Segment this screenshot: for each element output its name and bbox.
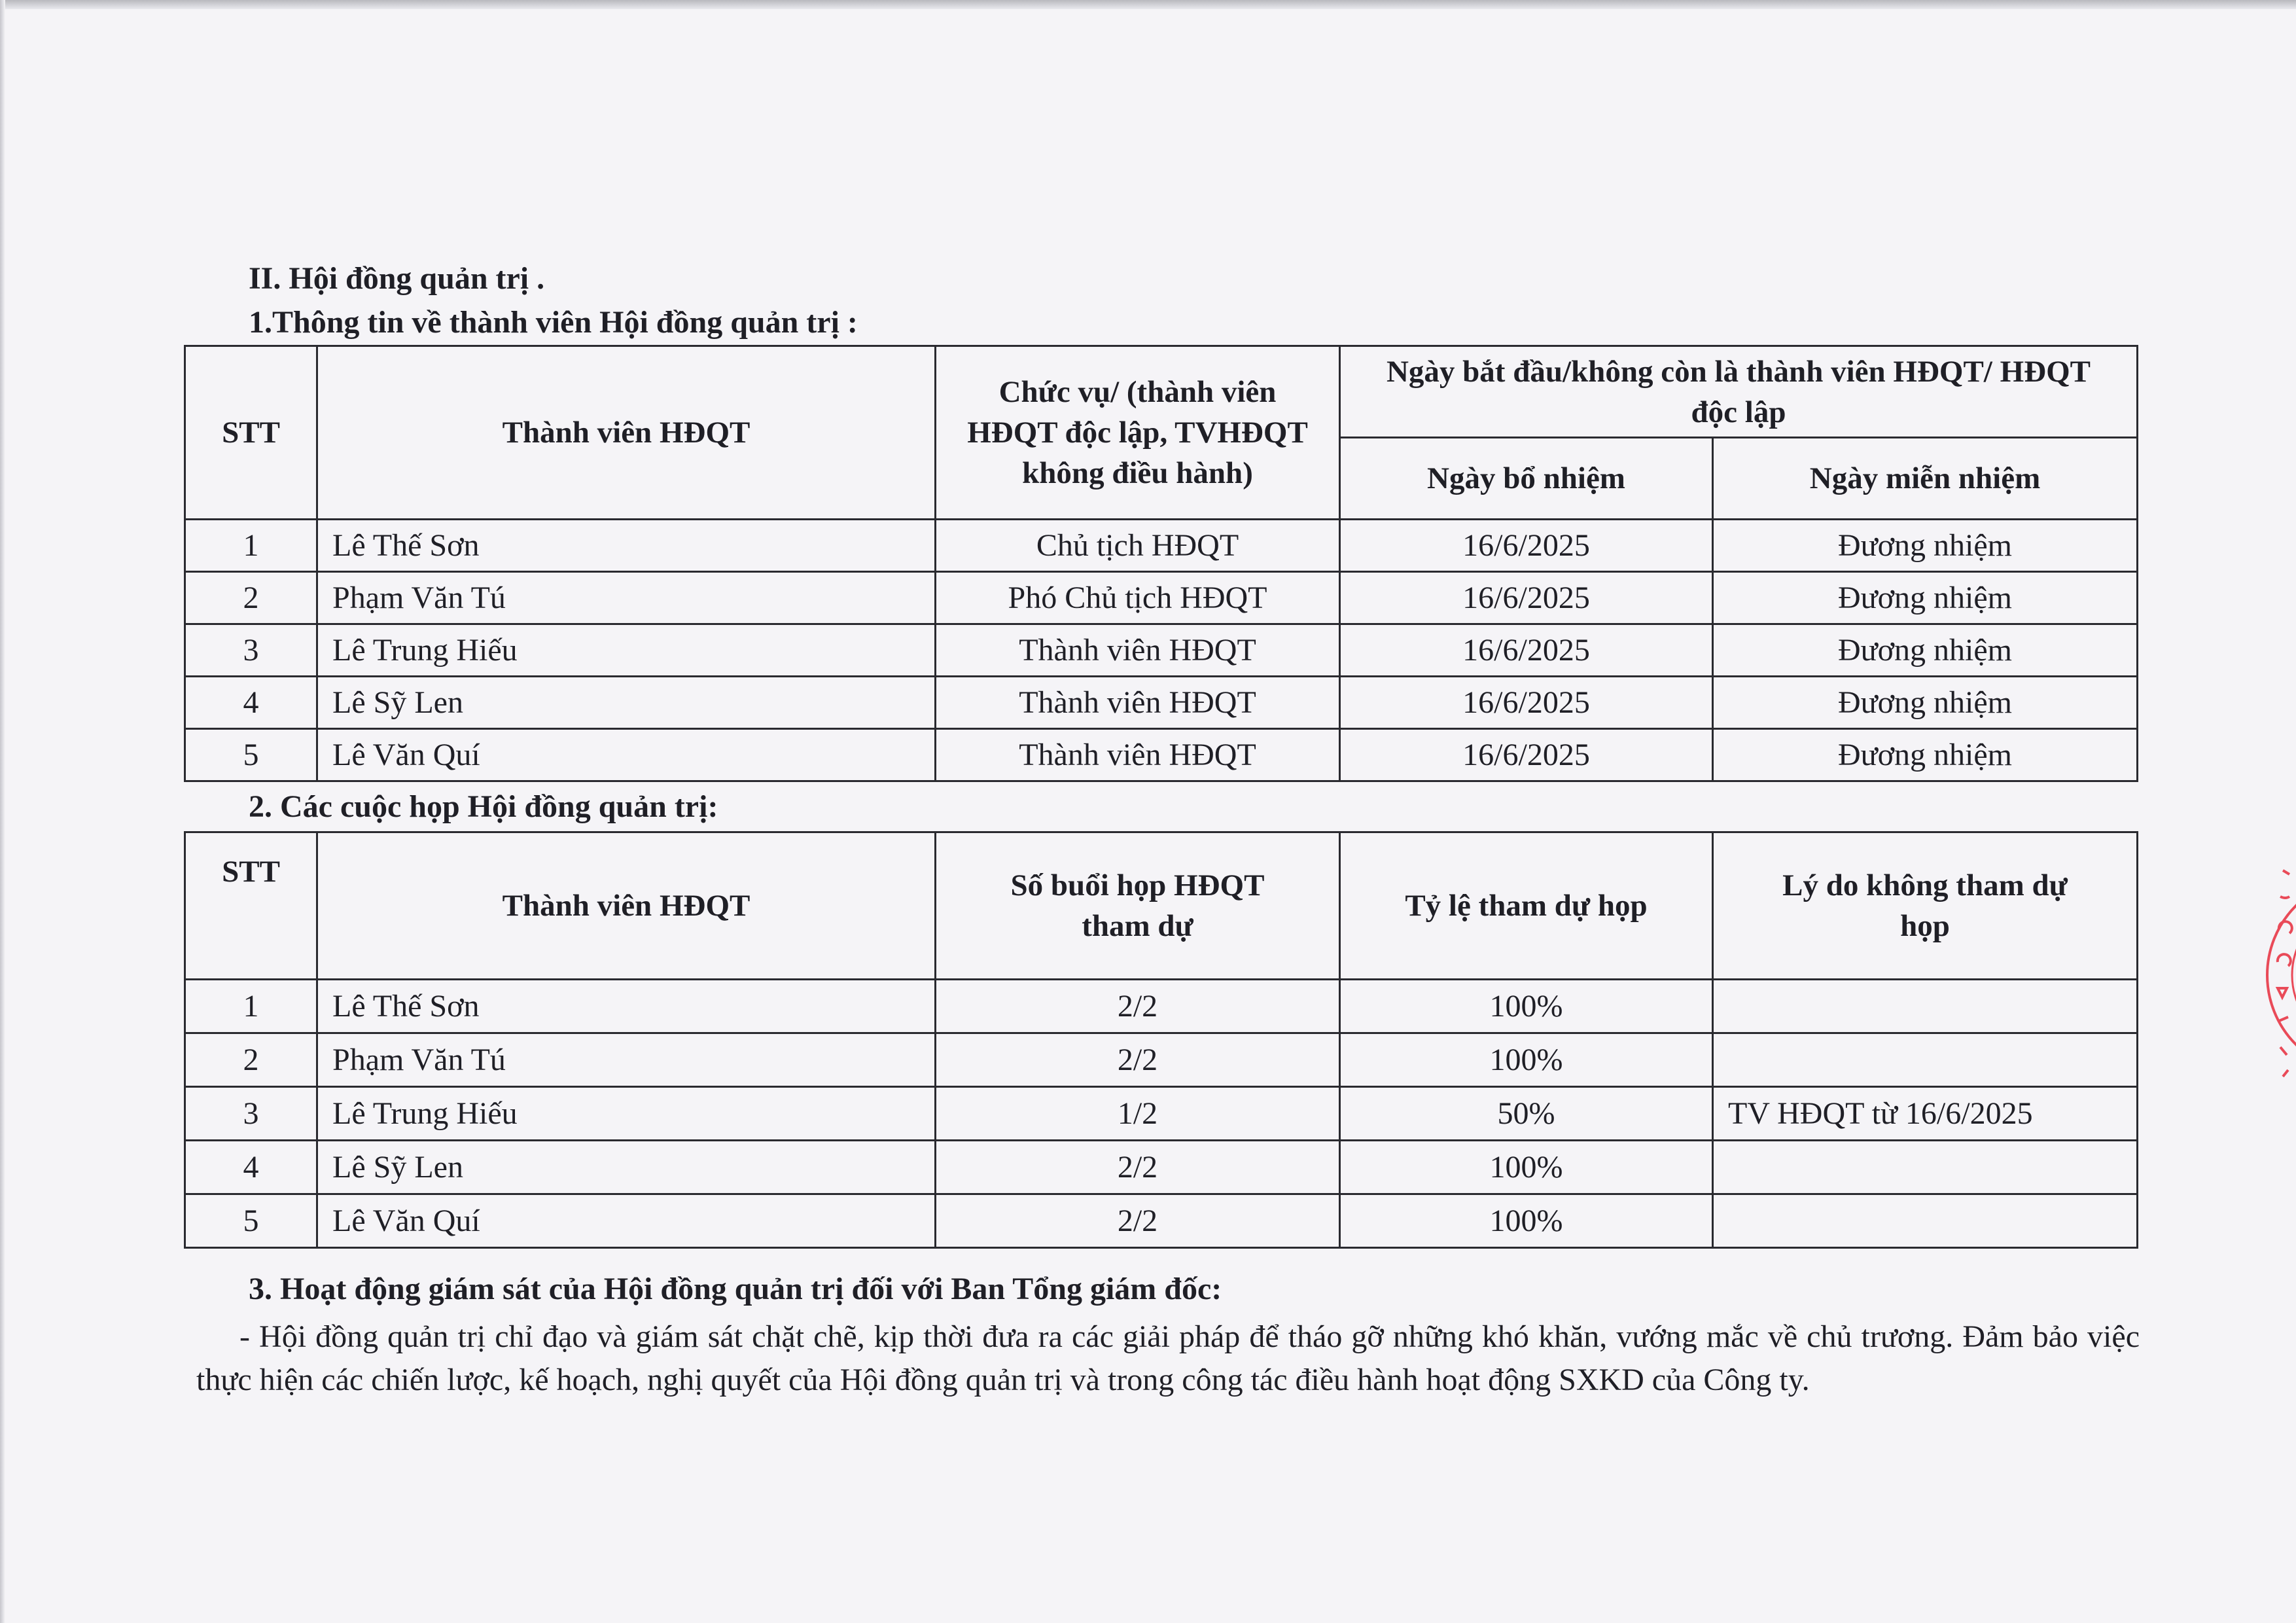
cell-dismissed: Đương nhiệm: [1713, 624, 2138, 677]
supervision-section-title: 3. Hoạt động giám sát của Hội đồng quản trị đối với Ban Tổng giám đốc:: [249, 1272, 1222, 1306]
cell-stt: 1: [185, 980, 317, 1033]
cell-rate: 100%: [1340, 1141, 1713, 1194]
cell-rate: 50%: [1340, 1087, 1713, 1141]
cell-stt: 5: [185, 729, 317, 781]
cell-name: Lê Sỹ Len: [317, 1141, 936, 1194]
header-date-group: Ngày bắt đầu/không còn là thành viên HĐQT/ HĐQT độc lập: [1340, 346, 2138, 438]
cell-name: Lê Trung Hiếu: [317, 624, 936, 677]
table-row: [185, 624, 2138, 677]
cell-appointed: 16/6/2025: [1340, 520, 1713, 572]
header-attendance-rate: Tỷ lệ tham dự họp: [1340, 832, 1713, 980]
table-row: [185, 1194, 2138, 1248]
cell-stt: 5: [185, 1194, 317, 1248]
cell-position: Thành viên HĐQT: [936, 624, 1340, 677]
table-row: [185, 729, 2138, 781]
cell-position: Chủ tịch HĐQT: [936, 520, 1340, 572]
cell-reason: [1713, 980, 2138, 1033]
table-row: [185, 1033, 2138, 1087]
company-seal-icon: [2254, 851, 2296, 1099]
cell-dismissed: Đương nhiệm: [1713, 520, 2138, 572]
header-member: Thành viên HĐQT: [317, 346, 936, 520]
cell-stt: 3: [185, 624, 317, 677]
cell-dismissed: Đương nhiệm: [1713, 729, 2138, 781]
cell-sessions: 2/2: [936, 1033, 1340, 1087]
cell-reason: [1713, 1194, 2138, 1248]
cell-dismissed: Đương nhiệm: [1713, 677, 2138, 729]
cell-sessions: 2/2: [936, 1141, 1340, 1194]
header-reason: Lý do không tham dự họp: [1713, 832, 2138, 980]
cell-appointed: 16/6/2025: [1340, 677, 1713, 729]
cell-stt: 3: [185, 1087, 317, 1141]
header-appointed: Ngày bổ nhiệm: [1340, 438, 1713, 520]
header-member: Thành viên HĐQT: [317, 832, 936, 980]
header-sessions: Số buổi họp HĐQT tham dự: [936, 832, 1340, 980]
cell-reason: [1713, 1033, 2138, 1087]
header-stt: STT: [185, 346, 317, 520]
meetings-table: [184, 831, 2138, 1249]
cell-stt: 4: [185, 1141, 317, 1194]
table-row: [185, 520, 2138, 572]
cell-position: Thành viên HĐQT: [936, 677, 1340, 729]
cell-name: Lê Thế Sơn: [317, 520, 936, 572]
cell-position: Thành viên HĐQT: [936, 729, 1340, 781]
cell-name: Lê Văn Quí: [317, 1194, 936, 1248]
supervision-paragraph: [196, 1315, 2140, 1402]
table-row: [185, 572, 2138, 624]
cell-name: Lê Văn Quí: [317, 729, 936, 781]
table-row: [185, 1141, 2138, 1194]
cell-appointed: 16/6/2025: [1340, 729, 1713, 781]
table-row: [185, 1087, 2138, 1141]
cell-dismissed: Đương nhiệm: [1713, 572, 2138, 624]
header-dismissed: Ngày miễn nhiệm: [1713, 438, 2138, 520]
supervision-paragraph-text: - Hội đồng quản trị chỉ đạo và giám sát chặt chẽ, kịp thời đưa ra các giải pháp để tháo gỡ những khó khăn, vướng mắc về chủ trương. Đảm bảo việc thực hiện các chiến lược, kế hoạch, nghị quyết của Hội đồng quản trị và trong công tác điều hành hoạt động SXKD của Công ty.: [196, 1319, 2140, 1397]
cell-appointed: 16/6/2025: [1340, 624, 1713, 677]
table-row: [185, 980, 2138, 1033]
cell-position: Phó Chủ tịch HĐQT: [936, 572, 1340, 624]
header-stt: STT: [185, 832, 317, 980]
cell-name: Phạm Văn Tú: [317, 572, 936, 624]
cell-appointed: 16/6/2025: [1340, 572, 1713, 624]
cell-rate: 100%: [1340, 1033, 1713, 1087]
cell-reason: TV HĐQT từ 16/6/2025: [1713, 1087, 2138, 1141]
cell-sessions: 2/2: [936, 1194, 1340, 1248]
cell-stt: 4: [185, 677, 317, 729]
cell-name: Lê Thế Sơn: [317, 980, 936, 1033]
cell-name: Phạm Văn Tú: [317, 1033, 936, 1087]
scan-edge-left: [0, 0, 5, 1623]
cell-sessions: 1/2: [936, 1087, 1340, 1141]
cell-stt: 2: [185, 1033, 317, 1087]
section-title: II. Hội đồng quản trị .: [249, 261, 545, 296]
table-row: [185, 677, 2138, 729]
cell-rate: 100%: [1340, 1194, 1713, 1248]
header-position: Chức vụ/ (thành viên HĐQT độc lập, TVHĐQT không điều hành): [936, 346, 1340, 520]
cell-reason: [1713, 1141, 2138, 1194]
cell-stt: 2: [185, 572, 317, 624]
members-table: [184, 345, 2138, 782]
scan-edge-top: [0, 0, 2296, 9]
cell-name: Lê Sỹ Len: [317, 677, 936, 729]
cell-name: Lê Trung Hiếu: [317, 1087, 936, 1141]
members-section-title: 1.Thông tin về thành viên Hội đồng quản trị :: [249, 305, 858, 340]
meetings-section-title: 2. Các cuộc họp Hội đồng quản trị:: [249, 789, 718, 824]
cell-rate: 100%: [1340, 980, 1713, 1033]
cell-sessions: 2/2: [936, 980, 1340, 1033]
cell-stt: 1: [185, 520, 317, 572]
